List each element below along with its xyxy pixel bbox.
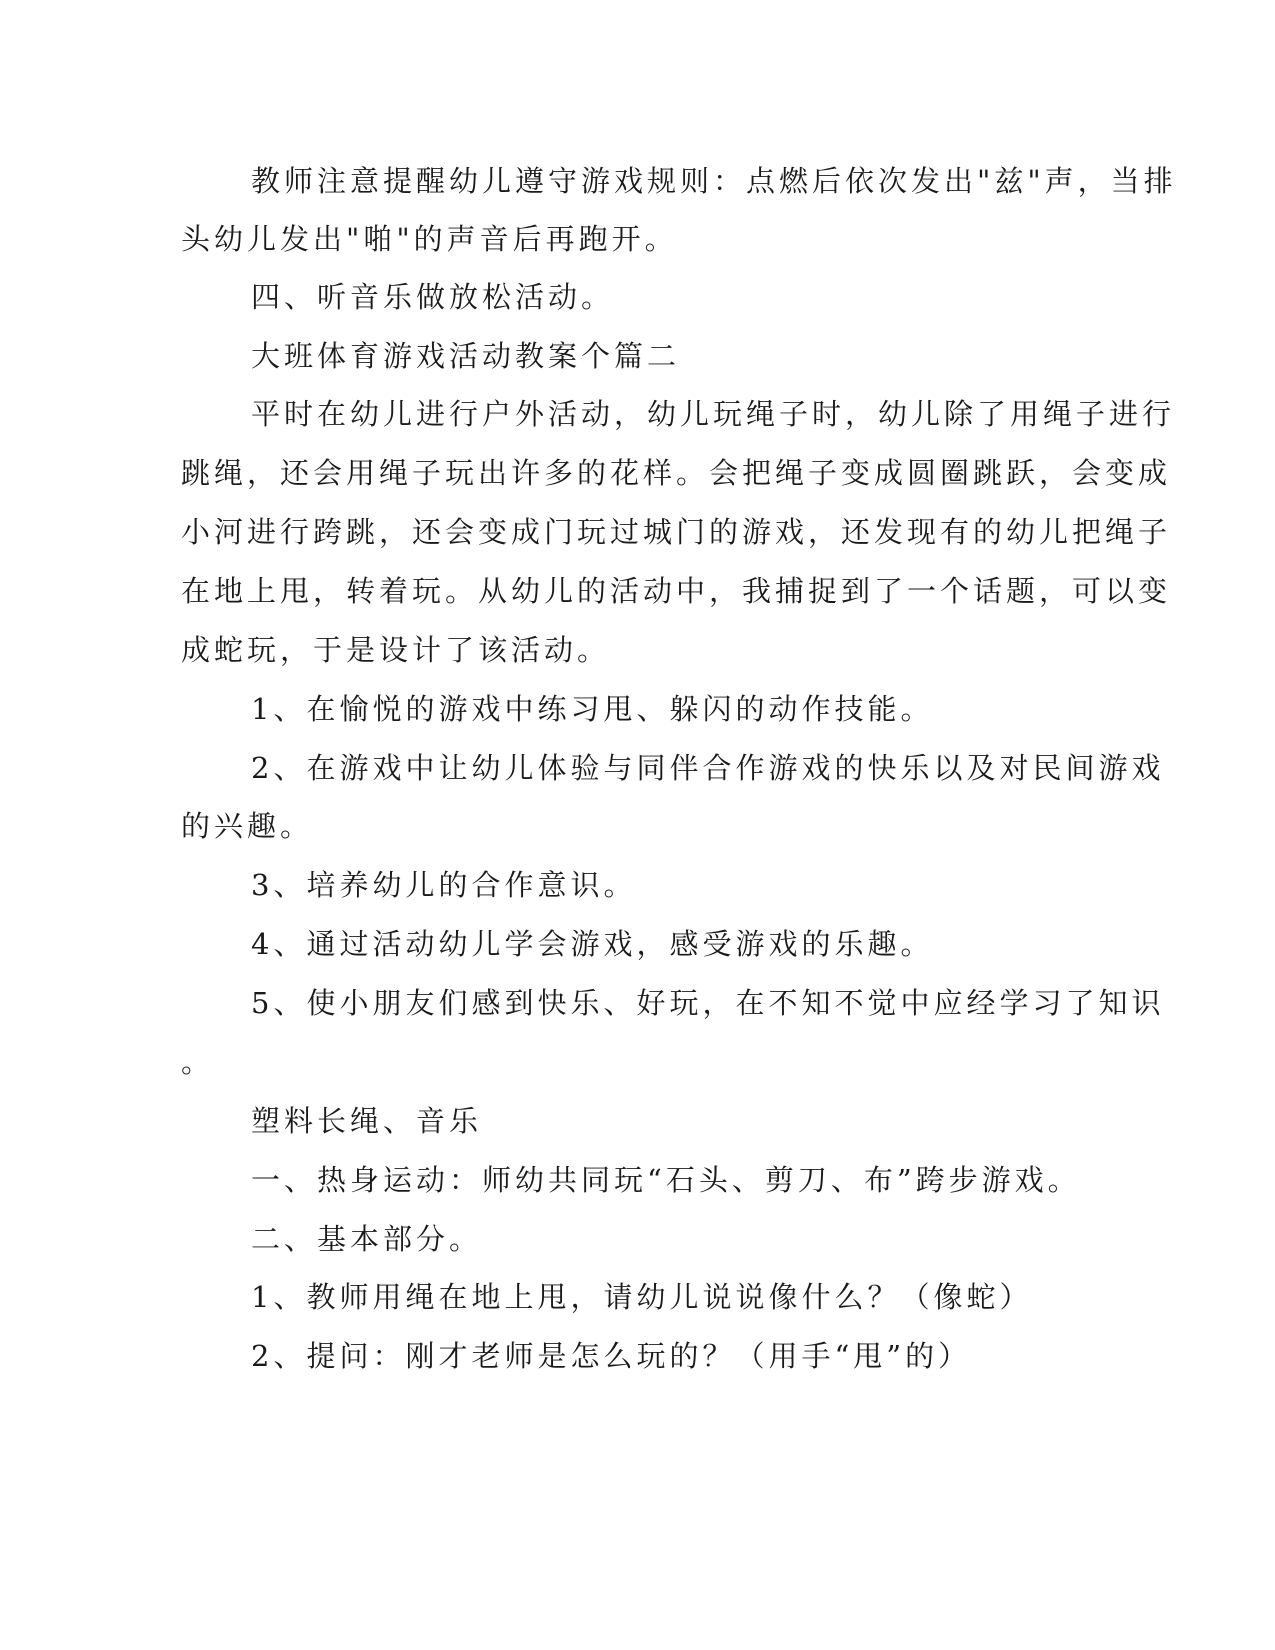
list-item: 2、在游戏中让幼儿体验与同伴合作游戏的快乐以及对民间游戏	[251, 751, 1165, 785]
paragraph-line: 成蛇玩，于是设计了该活动。	[181, 633, 611, 667]
paragraph-line: 教师注意提醒幼儿遵守游戏规则：点燃后依次发出"兹"声，当排	[251, 164, 1177, 198]
list-item: 5、使小朋友们感到快乐、好玩，在不知不觉中应经学习了知识	[251, 986, 1165, 1020]
paragraph-line: 小河进行跨跳，还会变成门玩过城门的游戏，还发现有的幼儿把绳子	[181, 515, 1172, 549]
paragraph-line: 平时在幼儿进行户外活动，幼儿玩绳子时，幼儿除了用绳子进行	[251, 397, 1176, 431]
paragraph-line: 四、听音乐做放松活动。	[251, 280, 615, 314]
list-item: 3、培养幼儿的合作意识。	[251, 868, 637, 902]
list-item: 1、在愉悦的游戏中练习甩、躲闪的动作技能。	[251, 692, 934, 726]
list-item-continuation: 。	[181, 1045, 215, 1079]
list-item: 1、教师用绳在地上甩，请幼儿说说像什么？（像蛇）	[251, 1280, 1033, 1314]
list-item-continuation: 的兴趣。	[181, 809, 314, 843]
list-item: 4、通过活动幼儿学会游戏，感受游戏的乐趣。	[251, 927, 934, 961]
paragraph-line: 二、基本部分。	[251, 1222, 483, 1256]
paragraph-line: 在地上甩，转着玩。从幼儿的活动中，我捕捉到了一个话题，可以变	[181, 574, 1172, 608]
paragraph-line: 头幼儿发出"啪"的声音后再跑开。	[181, 222, 678, 256]
section-heading: 大班体育游戏活动教案个篇二	[251, 339, 681, 373]
list-item: 2、提问：刚才老师是怎么玩的？（用手“甩”的）	[251, 1339, 972, 1373]
paragraph-line: 塑料长绳、音乐	[251, 1104, 483, 1138]
paragraph-line: 一、热身运动：师幼共同玩“石头、剪刀、布”跨步游戏。	[251, 1163, 1081, 1197]
paragraph-line: 跳绳，还会用绳子玩出许多的花样。会把绳子变成圆圈跳跃，会变成	[181, 456, 1172, 490]
